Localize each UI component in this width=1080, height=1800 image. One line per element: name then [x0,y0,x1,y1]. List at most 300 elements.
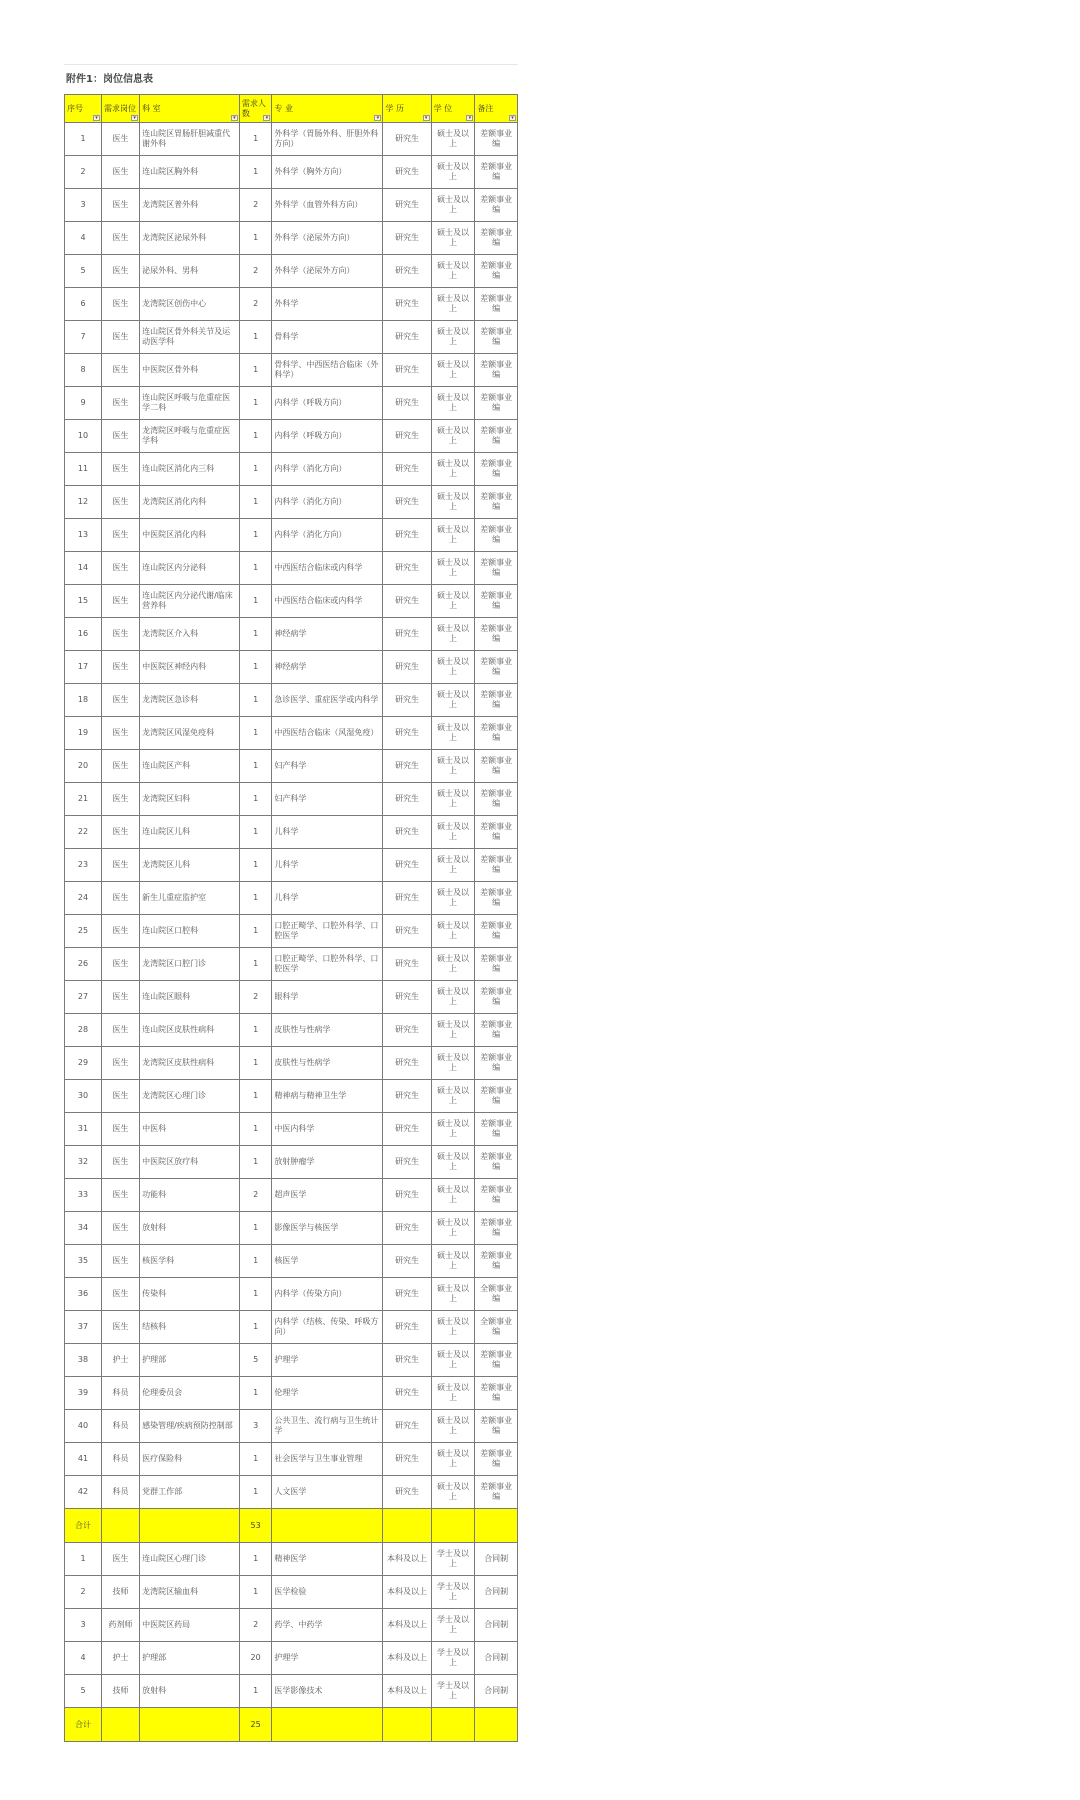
cell-department[interactable]: 龙湾院区皮肤性病科 [140,1047,240,1080]
cell-post[interactable]: 医生 [102,1113,140,1146]
cell-index[interactable]: 26 [65,948,102,981]
cell-department[interactable]: 连山院区内分泌科 [140,552,240,585]
cell-post[interactable]: 医生 [102,1014,140,1047]
cell-post[interactable]: 医生 [102,222,140,255]
cell-department[interactable]: 伦理委员会 [140,1377,240,1410]
cell-index[interactable]: 11 [65,453,102,486]
cell-count[interactable]: 2 [239,1179,272,1212]
cell-count[interactable]: 2 [239,288,272,321]
total-label[interactable]: 合计 [65,1509,102,1543]
cell-degree[interactable]: 硕士及以上 [431,618,475,651]
cell-degree[interactable]: 硕士及以上 [431,915,475,948]
cell-degree[interactable]: 硕士及以上 [431,156,475,189]
cell-education[interactable]: 研究生 [383,1476,431,1509]
cell-education[interactable]: 研究生 [383,222,431,255]
cell-index[interactable]: 42 [65,1476,102,1509]
cell-remark[interactable]: 差额事业编 [475,1047,518,1080]
cell-count[interactable]: 1 [239,783,272,816]
cell-degree[interactable]: 硕士及以上 [431,684,475,717]
cell-education[interactable]: 研究生 [383,717,431,750]
cell-count[interactable]: 1 [239,1047,272,1080]
cell-major[interactable]: 口腔正畸学、口腔外科学、口腔医学 [272,915,383,948]
cell-department[interactable]: 龙湾院区创伤中心 [140,288,240,321]
cell-remark[interactable]: 全额事业编 [475,1278,518,1311]
cell-index[interactable]: 23 [65,849,102,882]
cell-education[interactable]: 研究生 [383,816,431,849]
cell-post[interactable]: 医生 [102,1212,140,1245]
cell-major[interactable]: 放射肿瘤学 [272,1146,383,1179]
cell-count[interactable]: 1 [239,1080,272,1113]
cell-index[interactable]: 13 [65,519,102,552]
cell-degree[interactable]: 硕士及以上 [431,1212,475,1245]
cell-count[interactable]: 1 [239,1377,272,1410]
cell-major[interactable]: 中医内科学 [272,1113,383,1146]
cell-degree[interactable]: 硕士及以上 [431,1344,475,1377]
cell-post[interactable]: 医生 [102,1146,140,1179]
cell-remark[interactable]: 差额事业编 [475,585,518,618]
cell-education[interactable]: 研究生 [383,849,431,882]
cell-index[interactable]: 39 [65,1377,102,1410]
cell-count[interactable]: 1 [239,1146,272,1179]
cell-post[interactable]: 医生 [102,882,140,915]
table-cell[interactable] [102,1509,140,1543]
cell-department[interactable]: 龙湾院区儿科 [140,849,240,882]
cell-degree[interactable]: 硕士及以上 [431,948,475,981]
filter-dropdown-icon[interactable]: ▾ [509,115,516,121]
cell-department[interactable]: 党群工作部 [140,1476,240,1509]
cell-post[interactable]: 医生 [102,519,140,552]
cell-remark[interactable]: 差额事业编 [475,816,518,849]
cell-department[interactable]: 结核科 [140,1311,240,1344]
cell-education[interactable]: 研究生 [383,684,431,717]
cell-degree[interactable]: 硕士及以上 [431,189,475,222]
total-label[interactable]: 合计 [65,1708,102,1742]
cell-degree[interactable]: 硕士及以上 [431,717,475,750]
cell-post[interactable]: 科员 [102,1377,140,1410]
cell-index[interactable]: 37 [65,1311,102,1344]
cell-index[interactable]: 36 [65,1278,102,1311]
cell-post[interactable]: 医生 [102,420,140,453]
cell-education[interactable]: 研究生 [383,288,431,321]
cell-index[interactable]: 10 [65,420,102,453]
cell-major[interactable]: 护理学 [272,1642,383,1675]
cell-major[interactable]: 影像医学与核医学 [272,1212,383,1245]
cell-department[interactable]: 传染科 [140,1278,240,1311]
header-department[interactable]: 科 室 ▾ [140,95,240,123]
cell-major[interactable]: 内科学（消化方向） [272,453,383,486]
cell-department[interactable]: 新生儿重症监护室 [140,882,240,915]
cell-major[interactable]: 公共卫生、流行病与卫生统计学 [272,1410,383,1443]
cell-major[interactable]: 护理学 [272,1344,383,1377]
cell-index[interactable]: 25 [65,915,102,948]
cell-education[interactable]: 研究生 [383,354,431,387]
cell-count[interactable]: 2 [239,189,272,222]
cell-post[interactable]: 医生 [102,981,140,1014]
cell-count[interactable]: 1 [239,1311,272,1344]
cell-count[interactable]: 1 [239,222,272,255]
cell-remark[interactable]: 差额事业编 [475,1014,518,1047]
cell-remark[interactable]: 差额事业编 [475,156,518,189]
cell-post[interactable]: 技师 [102,1576,140,1609]
cell-education[interactable]: 研究生 [383,981,431,1014]
table-cell[interactable] [272,1708,383,1742]
cell-count[interactable]: 2 [239,1609,272,1642]
cell-post[interactable]: 医生 [102,255,140,288]
cell-index[interactable]: 38 [65,1344,102,1377]
cell-degree[interactable]: 硕士及以上 [431,783,475,816]
cell-education[interactable]: 研究生 [383,1047,431,1080]
cell-remark[interactable]: 全额事业编 [475,1311,518,1344]
cell-education[interactable]: 研究生 [383,882,431,915]
cell-major[interactable]: 神经病学 [272,618,383,651]
cell-post[interactable]: 医生 [102,948,140,981]
cell-remark[interactable]: 差额事业编 [475,618,518,651]
cell-department[interactable]: 功能科 [140,1179,240,1212]
cell-major[interactable]: 皮肤性与性病学 [272,1047,383,1080]
cell-education[interactable]: 研究生 [383,651,431,684]
cell-department[interactable]: 连山院区骨外科关节及运动医学科 [140,321,240,354]
cell-major[interactable]: 人文医学 [272,1476,383,1509]
cell-post[interactable]: 医生 [102,288,140,321]
cell-department[interactable]: 连山院区眼科 [140,981,240,1014]
cell-count[interactable]: 20 [239,1642,272,1675]
cell-remark[interactable]: 差额事业编 [475,981,518,1014]
cell-education[interactable]: 研究生 [383,1344,431,1377]
cell-education[interactable]: 研究生 [383,1212,431,1245]
cell-count[interactable]: 1 [239,1576,272,1609]
cell-remark[interactable]: 差额事业编 [475,1179,518,1212]
total-value[interactable]: 53 [239,1509,272,1543]
cell-remark[interactable]: 差额事业编 [475,255,518,288]
cell-degree[interactable]: 硕士及以上 [431,1113,475,1146]
cell-major[interactable]: 中西医结合临床或内科学 [272,585,383,618]
cell-degree[interactable]: 硕士及以上 [431,651,475,684]
cell-department[interactable]: 中医院区消化内科 [140,519,240,552]
cell-index[interactable]: 14 [65,552,102,585]
cell-count[interactable]: 1 [239,1278,272,1311]
cell-index[interactable]: 2 [65,156,102,189]
filter-dropdown-icon[interactable]: ▾ [263,115,270,121]
cell-department[interactable]: 连山院区产科 [140,750,240,783]
cell-major[interactable]: 内科学（呼吸方向） [272,387,383,420]
cell-count[interactable]: 1 [239,486,272,519]
cell-education[interactable]: 研究生 [383,1443,431,1476]
cell-degree[interactable]: 硕士及以上 [431,420,475,453]
cell-count[interactable]: 1 [239,387,272,420]
cell-remark[interactable]: 合同制 [475,1543,518,1576]
cell-education[interactable]: 研究生 [383,1014,431,1047]
cell-degree[interactable]: 硕士及以上 [431,321,475,354]
cell-count[interactable]: 1 [239,123,272,156]
cell-department[interactable]: 放射科 [140,1675,240,1708]
cell-degree[interactable]: 硕士及以上 [431,222,475,255]
cell-index[interactable]: 21 [65,783,102,816]
cell-major[interactable]: 超声医学 [272,1179,383,1212]
cell-post[interactable]: 医生 [102,189,140,222]
header-post[interactable]: 需求岗位 ▾ [102,95,140,123]
cell-department[interactable]: 护理部 [140,1642,240,1675]
cell-post[interactable]: 医生 [102,552,140,585]
cell-remark[interactable]: 差额事业编 [475,1212,518,1245]
cell-count[interactable]: 1 [239,1476,272,1509]
cell-major[interactable]: 内科学（结核、传染、呼吸方向） [272,1311,383,1344]
cell-post[interactable]: 医生 [102,1245,140,1278]
cell-post[interactable]: 医生 [102,915,140,948]
cell-index[interactable]: 12 [65,486,102,519]
cell-remark[interactable]: 差额事业编 [475,354,518,387]
cell-major[interactable]: 外科学（泌尿外方向） [272,222,383,255]
cell-department[interactable]: 龙湾院区心理门诊 [140,1080,240,1113]
cell-count[interactable]: 1 [239,321,272,354]
cell-education[interactable]: 本科及以上 [383,1609,431,1642]
table-cell[interactable] [383,1708,431,1742]
cell-degree[interactable]: 硕士及以上 [431,750,475,783]
cell-department[interactable]: 连山院区呼吸与危重症医学二科 [140,387,240,420]
table-cell[interactable] [140,1708,240,1742]
table-cell[interactable] [431,1708,475,1742]
cell-count[interactable]: 1 [239,915,272,948]
cell-education[interactable]: 研究生 [383,1245,431,1278]
cell-degree[interactable]: 硕士及以上 [431,585,475,618]
cell-education[interactable]: 研究生 [383,750,431,783]
cell-degree[interactable]: 学士及以上 [431,1642,475,1675]
cell-count[interactable]: 3 [239,1410,272,1443]
cell-education[interactable]: 研究生 [383,1113,431,1146]
cell-count[interactable]: 1 [239,618,272,651]
cell-department[interactable]: 龙湾院区妇科 [140,783,240,816]
cell-post[interactable]: 医生 [102,1047,140,1080]
cell-education[interactable]: 研究生 [383,1311,431,1344]
cell-education[interactable]: 研究生 [383,552,431,585]
filter-dropdown-icon[interactable]: ▾ [423,115,430,121]
cell-remark[interactable]: 差额事业编 [475,1443,518,1476]
cell-degree[interactable]: 硕士及以上 [431,519,475,552]
cell-education[interactable]: 本科及以上 [383,1642,431,1675]
cell-index[interactable]: 40 [65,1410,102,1443]
cell-degree[interactable]: 硕士及以上 [431,1311,475,1344]
cell-count[interactable]: 5 [239,1344,272,1377]
cell-remark[interactable]: 差额事业编 [475,222,518,255]
cell-department[interactable]: 龙湾院区介入科 [140,618,240,651]
cell-department[interactable]: 放射科 [140,1212,240,1245]
cell-department[interactable]: 龙湾院区呼吸与危重症医学科 [140,420,240,453]
cell-index[interactable]: 4 [65,222,102,255]
cell-index[interactable]: 2 [65,1576,102,1609]
cell-post[interactable]: 医生 [102,651,140,684]
cell-post[interactable]: 医生 [102,387,140,420]
cell-major[interactable]: 医学影像技术 [272,1675,383,1708]
cell-department[interactable]: 连山院区心理门诊 [140,1543,240,1576]
cell-remark[interactable]: 差额事业编 [475,1476,518,1509]
cell-post[interactable]: 医生 [102,354,140,387]
cell-index[interactable]: 22 [65,816,102,849]
cell-major[interactable]: 中西医结合临床（风湿免疫） [272,717,383,750]
cell-major[interactable]: 药学、中药学 [272,1609,383,1642]
cell-education[interactable]: 研究生 [383,915,431,948]
cell-remark[interactable]: 差额事业编 [475,519,518,552]
cell-degree[interactable]: 硕士及以上 [431,816,475,849]
cell-post[interactable]: 医生 [102,321,140,354]
cell-education[interactable]: 研究生 [383,189,431,222]
filter-dropdown-icon[interactable]: ▾ [374,115,381,121]
cell-department[interactable]: 连山院区皮肤性病科 [140,1014,240,1047]
cell-post[interactable]: 医生 [102,816,140,849]
cell-count[interactable]: 1 [239,1675,272,1708]
cell-department[interactable]: 护理部 [140,1344,240,1377]
cell-education[interactable]: 研究生 [383,453,431,486]
cell-index[interactable]: 27 [65,981,102,1014]
cell-index[interactable]: 30 [65,1080,102,1113]
cell-major[interactable]: 内科学（消化方向） [272,519,383,552]
cell-count[interactable]: 1 [239,1543,272,1576]
cell-major[interactable]: 眼科学 [272,981,383,1014]
cell-degree[interactable]: 硕士及以上 [431,1410,475,1443]
header-education[interactable]: 学 历 ▾ [383,95,431,123]
table-cell[interactable] [102,1708,140,1742]
cell-education[interactable]: 本科及以上 [383,1675,431,1708]
cell-major[interactable]: 儿科学 [272,849,383,882]
cell-department[interactable]: 医疗保险科 [140,1443,240,1476]
cell-index[interactable]: 5 [65,1675,102,1708]
cell-department[interactable]: 龙湾院区风湿免疫科 [140,717,240,750]
cell-degree[interactable]: 学士及以上 [431,1576,475,1609]
filter-dropdown-icon[interactable]: ▾ [466,115,473,121]
cell-major[interactable]: 伦理学 [272,1377,383,1410]
cell-remark[interactable]: 差额事业编 [475,288,518,321]
cell-department[interactable]: 核医学科 [140,1245,240,1278]
cell-post[interactable]: 医生 [102,123,140,156]
cell-index[interactable]: 28 [65,1014,102,1047]
cell-education[interactable]: 研究生 [383,585,431,618]
cell-index[interactable]: 8 [65,354,102,387]
cell-post[interactable]: 医生 [102,585,140,618]
cell-education[interactable]: 研究生 [383,387,431,420]
cell-degree[interactable]: 硕士及以上 [431,255,475,288]
cell-education[interactable]: 研究生 [383,156,431,189]
cell-department[interactable]: 龙湾院区口腔门诊 [140,948,240,981]
cell-department[interactable]: 连山院区消化内三科 [140,453,240,486]
cell-degree[interactable]: 硕士及以上 [431,453,475,486]
cell-department[interactable]: 龙湾院区输血科 [140,1576,240,1609]
cell-remark[interactable]: 差额事业编 [475,1410,518,1443]
cell-education[interactable]: 本科及以上 [383,1576,431,1609]
cell-count[interactable]: 1 [239,552,272,585]
cell-index[interactable]: 19 [65,717,102,750]
cell-department[interactable]: 中医院区放疗科 [140,1146,240,1179]
cell-index[interactable]: 18 [65,684,102,717]
cell-remark[interactable]: 合同制 [475,1675,518,1708]
cell-remark[interactable]: 差额事业编 [475,1146,518,1179]
cell-department[interactable]: 龙湾院区泌尿外科 [140,222,240,255]
cell-degree[interactable]: 硕士及以上 [431,354,475,387]
cell-major[interactable]: 神经病学 [272,651,383,684]
cell-index[interactable]: 6 [65,288,102,321]
cell-index[interactable]: 5 [65,255,102,288]
header-remark[interactable]: 备注 ▾ [475,95,518,123]
cell-index[interactable]: 17 [65,651,102,684]
cell-major[interactable]: 社会医学与卫生事业管理 [272,1443,383,1476]
cell-post[interactable]: 医生 [102,1080,140,1113]
cell-remark[interactable]: 差额事业编 [475,321,518,354]
cell-post[interactable]: 医生 [102,1543,140,1576]
cell-index[interactable]: 34 [65,1212,102,1245]
cell-count[interactable]: 1 [239,519,272,552]
filter-dropdown-icon[interactable]: ▾ [93,115,100,121]
cell-count[interactable]: 1 [239,684,272,717]
cell-post[interactable]: 科员 [102,1476,140,1509]
cell-remark[interactable]: 差额事业编 [475,684,518,717]
cell-department[interactable]: 连山院区口腔科 [140,915,240,948]
cell-degree[interactable]: 硕士及以上 [431,1146,475,1179]
cell-remark[interactable]: 差额事业编 [475,453,518,486]
cell-index[interactable]: 24 [65,882,102,915]
cell-major[interactable]: 内科学（消化方向） [272,486,383,519]
cell-count[interactable]: 1 [239,750,272,783]
table-cell[interactable] [475,1509,518,1543]
cell-major[interactable]: 儿科学 [272,882,383,915]
cell-degree[interactable]: 学士及以上 [431,1543,475,1576]
cell-count[interactable]: 1 [239,1014,272,1047]
cell-count[interactable]: 1 [239,453,272,486]
cell-post[interactable]: 医生 [102,783,140,816]
header-index[interactable]: 序号 ▾ [65,95,102,123]
header-degree[interactable]: 学 位 ▾ [431,95,475,123]
cell-education[interactable]: 研究生 [383,486,431,519]
header-count[interactable]: 需求人数 ▾ [239,95,272,123]
header-major[interactable]: 专 业 ▾ [272,95,383,123]
cell-remark[interactable]: 差额事业编 [475,750,518,783]
cell-post[interactable]: 科员 [102,1443,140,1476]
cell-remark[interactable]: 差额事业编 [475,1080,518,1113]
cell-degree[interactable]: 硕士及以上 [431,1278,475,1311]
cell-department[interactable]: 泌尿外科、男科 [140,255,240,288]
cell-post[interactable]: 医生 [102,618,140,651]
cell-degree[interactable]: 硕士及以上 [431,1377,475,1410]
cell-degree[interactable]: 硕士及以上 [431,882,475,915]
cell-education[interactable]: 研究生 [383,1179,431,1212]
cell-degree[interactable]: 学士及以上 [431,1675,475,1708]
cell-major[interactable]: 皮肤性与性病学 [272,1014,383,1047]
cell-post[interactable]: 医生 [102,684,140,717]
cell-degree[interactable]: 硕士及以上 [431,486,475,519]
cell-major[interactable]: 外科学 [272,288,383,321]
cell-index[interactable]: 20 [65,750,102,783]
table-cell[interactable] [431,1509,475,1543]
cell-remark[interactable]: 差额事业编 [475,1377,518,1410]
cell-degree[interactable]: 硕士及以上 [431,552,475,585]
cell-degree[interactable]: 硕士及以上 [431,1443,475,1476]
cell-department[interactable]: 中医院区骨外科 [140,354,240,387]
cell-post[interactable]: 医生 [102,453,140,486]
cell-index[interactable]: 33 [65,1179,102,1212]
cell-degree[interactable]: 学士及以上 [431,1609,475,1642]
cell-education[interactable]: 研究生 [383,1410,431,1443]
cell-major[interactable]: 内科学（呼吸方向） [272,420,383,453]
cell-count[interactable]: 1 [239,717,272,750]
cell-department[interactable]: 连山院区胸外科 [140,156,240,189]
cell-count[interactable]: 1 [239,849,272,882]
cell-education[interactable]: 研究生 [383,1377,431,1410]
cell-remark[interactable]: 差额事业编 [475,1113,518,1146]
cell-major[interactable]: 口腔正畸学、口腔外科学、口腔医学 [272,948,383,981]
cell-remark[interactable]: 差额事业编 [475,486,518,519]
cell-major[interactable]: 外科学（胸外方向） [272,156,383,189]
cell-remark[interactable]: 差额事业编 [475,420,518,453]
cell-count[interactable]: 1 [239,156,272,189]
cell-remark[interactable]: 合同制 [475,1576,518,1609]
cell-major[interactable]: 妇产科学 [272,750,383,783]
cell-education[interactable]: 研究生 [383,1146,431,1179]
